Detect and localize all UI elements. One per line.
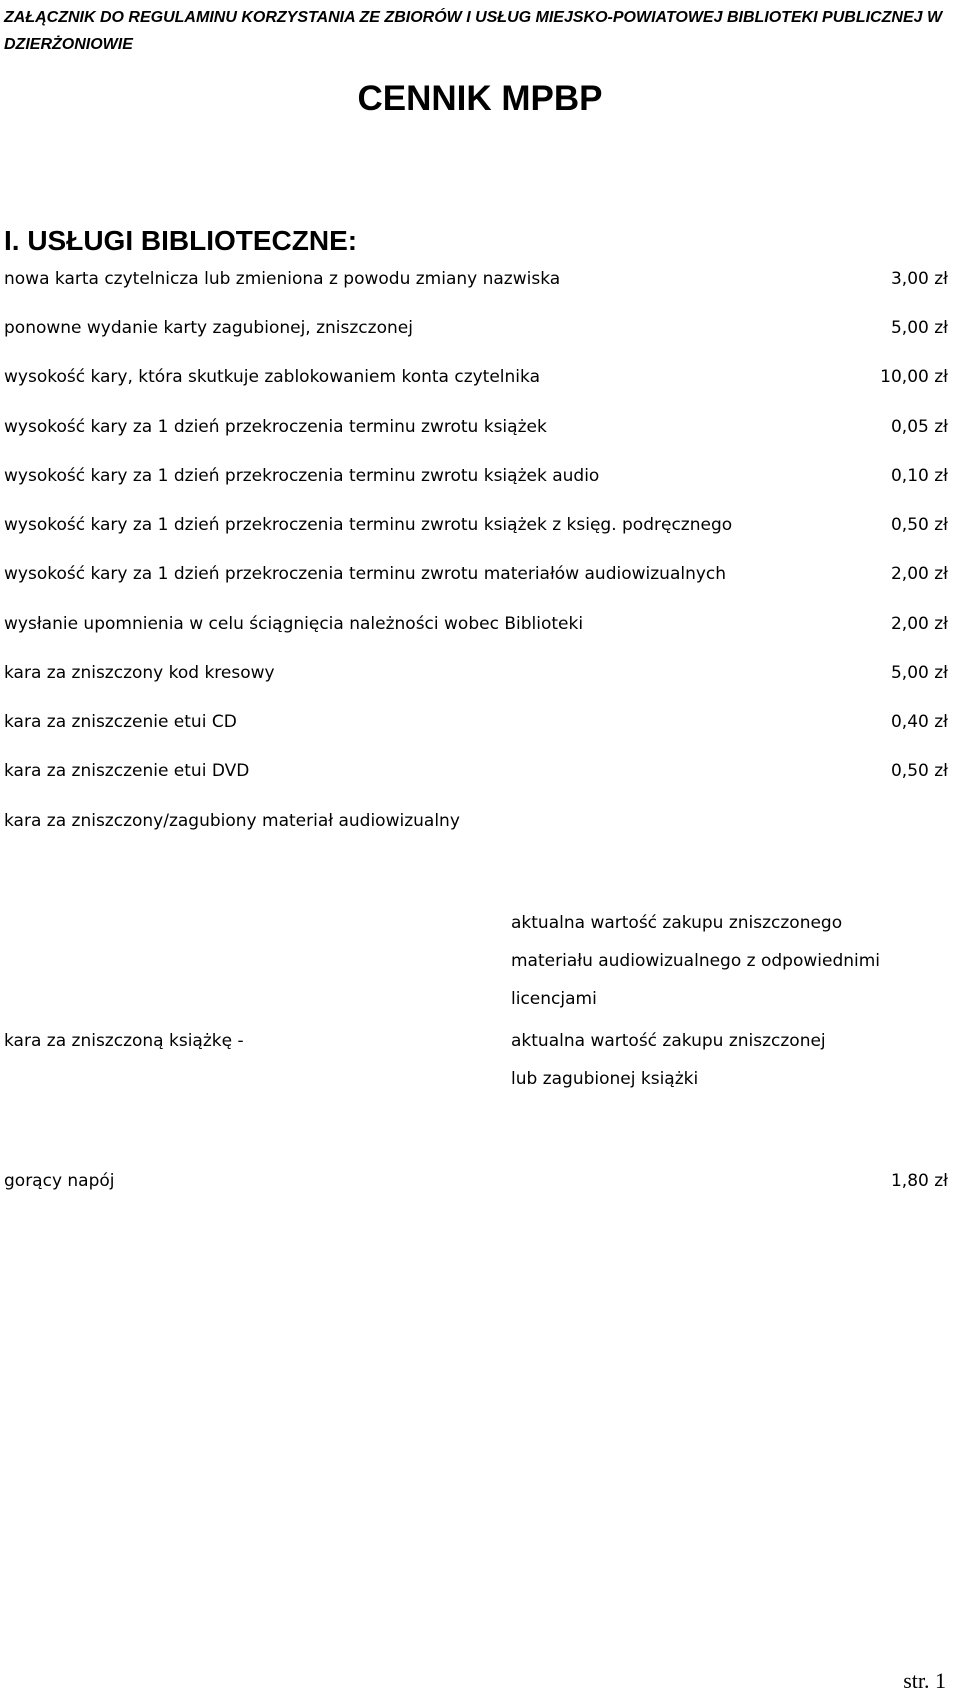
fee-row-new-card <box>4 264 948 294</box>
fee-price: 0,50 zł <box>890 515 948 535</box>
audiovisual-fee-price <box>511 904 880 1018</box>
fee-row-late-audiobooks <box>4 461 948 491</box>
fee-row-account-block <box>4 362 948 392</box>
section-heading: I. USŁUGI BIBLIOTECZNE: <box>4 225 358 256</box>
fee-label: wysłanie upomnienia w celu ściągnięcia należności wobec Biblioteki <box>4 614 584 634</box>
fee-row-cd-case <box>4 707 948 737</box>
audiovisual-fee-price-line: licencjami <box>511 989 597 1009</box>
audiovisual-fee-price-line: materiału audiowizualnego z odpowiednimi <box>511 951 881 971</box>
fee-label: wysokość kary, która skutkuje zablokowaniem konta czytelnika <box>4 367 540 387</box>
fee-row-late-books <box>4 412 948 442</box>
audiovisual-fee-price-line: aktualna wartość zakupu zniszczonego <box>511 913 843 933</box>
fee-price: 2,00 zł <box>890 564 948 584</box>
fee-label: wysokość kary za 1 dzień przekroczenia terminu zwrotu materiałów audiowizualnych <box>4 564 727 584</box>
fee-price: 0,05 zł <box>890 417 948 437</box>
fee-label: kara za zniszczenie etui DVD <box>4 761 250 781</box>
fee-label: kara za zniszczony kod kresowy <box>4 663 275 683</box>
fee-row-hot-drink <box>4 1166 948 1196</box>
fee-row-late-audiovisual <box>4 559 948 589</box>
fee-price: 5,00 zł <box>890 318 948 338</box>
fee-price: 0,50 zł <box>890 761 948 781</box>
fee-row-barcode <box>4 658 948 688</box>
fee-row-dvd-case <box>4 756 948 786</box>
fee-label: wysokość kary za 1 dzień przekroczenia terminu zwrotu książek <box>4 417 547 437</box>
fee-label: wysokość kary za 1 dzień przekroczenia terminu zwrotu książek z księg. podręcznego <box>4 515 733 535</box>
fee-label: gorący napój <box>4 1171 115 1191</box>
fee-price: 0,10 zł <box>890 466 948 486</box>
attachment-header: ZAŁĄCZNIK DO REGULAMINU KORZYSTANIA ZE ZBIORÓW I USŁUG MIEJSKO-POWIATOWEJ BIBLIOTEKI PUBLICZNEJ W DZIERŻONIOWIE <box>4 9 943 53</box>
fee-row-late-reference <box>4 510 948 540</box>
fee-price: 2,00 zł <box>890 614 948 634</box>
fee-label: ponowne wydanie karty zagubionej, zniszczonej <box>4 318 413 338</box>
fee-price: 10,00 zł <box>880 367 948 387</box>
book-fee-price-line: lub zagubionej książki <box>511 1069 699 1089</box>
document-title: CENNIK MPBP <box>357 79 603 118</box>
book-fee-label: kara za zniszczoną książkę - <box>4 1031 244 1051</box>
page-number: str. 1 <box>903 1668 946 1693</box>
fee-label: kara za zniszczenie etui CD <box>4 712 237 732</box>
fee-label: nowa karta czytelnicza lub zmieniona z powodu zmiany nazwiska <box>4 269 561 289</box>
book-fee-price-line: aktualna wartość zakupu zniszczonej <box>511 1031 826 1051</box>
book-fee-price <box>511 1022 826 1098</box>
fee-row-reminder <box>4 609 948 639</box>
fee-price: 3,00 zł <box>890 269 948 289</box>
audiovisual-fee-label: kara za zniszczony/zagubiony materiał audiowizualny <box>4 811 460 831</box>
fee-label: wysokość kary za 1 dzień przekroczenia terminu zwrotu książek audio <box>4 466 600 486</box>
fee-price: 0,40 zł <box>890 712 948 732</box>
fee-price: 1,80 zł <box>890 1171 948 1191</box>
fee-price: 5,00 zł <box>890 663 948 683</box>
fee-row-reissue-card <box>4 313 948 343</box>
